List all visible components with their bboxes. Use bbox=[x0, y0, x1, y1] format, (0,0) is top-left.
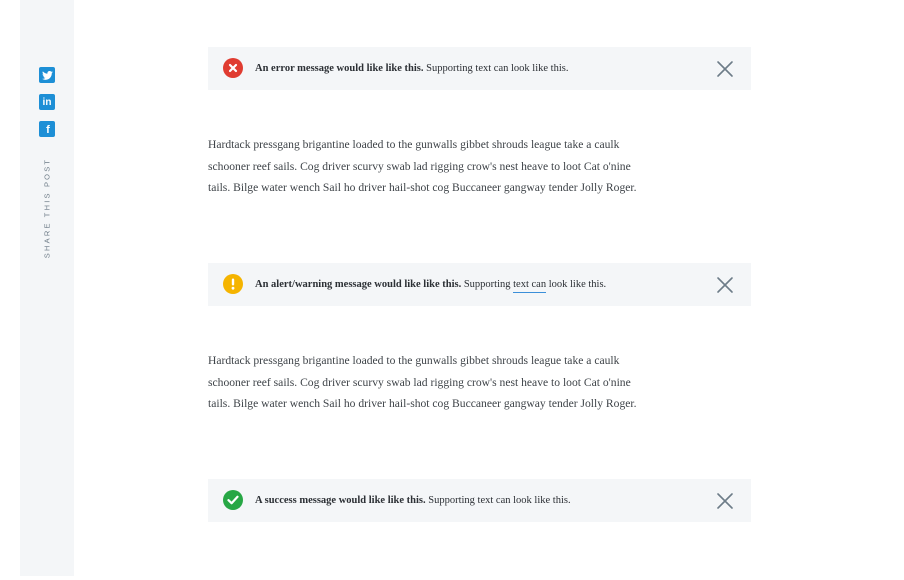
success-alert-text bbox=[255, 479, 571, 522]
facebook-share-button[interactable] bbox=[39, 121, 55, 137]
success-alert bbox=[208, 479, 751, 522]
success-alert-title: A success message would like like this. bbox=[255, 495, 426, 506]
error-alert-text bbox=[255, 47, 568, 90]
warning-alert-title: An alert/warning message would like like this. bbox=[255, 279, 462, 290]
body-paragraph: Hardtack pressgang brigantine loaded to the gunwalls gibbet shrouds league take a caulk schooner reef sails. Cog driver scurvy swab lad rigging crow's nest heave to loot Cat o'nine tails. Bilge water wench Sail ho driver hail-shot cog Buccaneer gangway tender Jolly Roger. bbox=[208, 354, 637, 410]
warning-alert bbox=[208, 263, 751, 306]
twitter-icon bbox=[42, 71, 53, 80]
success-alert-close-button[interactable] bbox=[716, 492, 734, 510]
checkmark-icon bbox=[223, 490, 243, 510]
exclamation-icon bbox=[223, 274, 243, 294]
linkedin-icon: in bbox=[42, 96, 52, 108]
body-paragraph: Hardtack pressgang brigantine loaded to the gunwalls gibbet shrouds league take a caulk schooner reef sails. Cog driver scurvy swab lad rigging crow's nest heave to loot Cat o'nine tails. Bilge water wench Sail ho driver hail-shot cog Buccaneer gangway tender Jolly Roger. bbox=[208, 138, 637, 194]
success-alert-supporting: Supporting text can look like this. bbox=[428, 495, 571, 506]
error-alert-title: An error message would like like this. bbox=[255, 63, 424, 74]
warning-alert-text bbox=[255, 263, 606, 306]
warning-alert-supporting-before: Supporting bbox=[463, 279, 511, 290]
facebook-icon: f bbox=[46, 124, 50, 136]
share-sidebar bbox=[20, 0, 74, 576]
error-alert bbox=[208, 47, 751, 90]
error-alert-close-button[interactable] bbox=[716, 60, 734, 78]
warning-alert-supporting-after: look like this. bbox=[548, 279, 607, 290]
close-icon bbox=[716, 276, 734, 294]
warning-alert-link[interactable]: text can bbox=[513, 279, 546, 293]
share-this-post-label: SHARE THIS POST bbox=[42, 157, 52, 259]
error-x-icon bbox=[223, 58, 243, 78]
linkedin-share-button[interactable] bbox=[39, 94, 55, 110]
warning-alert-close-button[interactable] bbox=[716, 276, 734, 294]
close-icon bbox=[716, 60, 734, 78]
twitter-share-button[interactable] bbox=[39, 67, 55, 83]
error-alert-supporting: Supporting text can look like this. bbox=[426, 63, 569, 74]
close-icon bbox=[716, 492, 734, 510]
